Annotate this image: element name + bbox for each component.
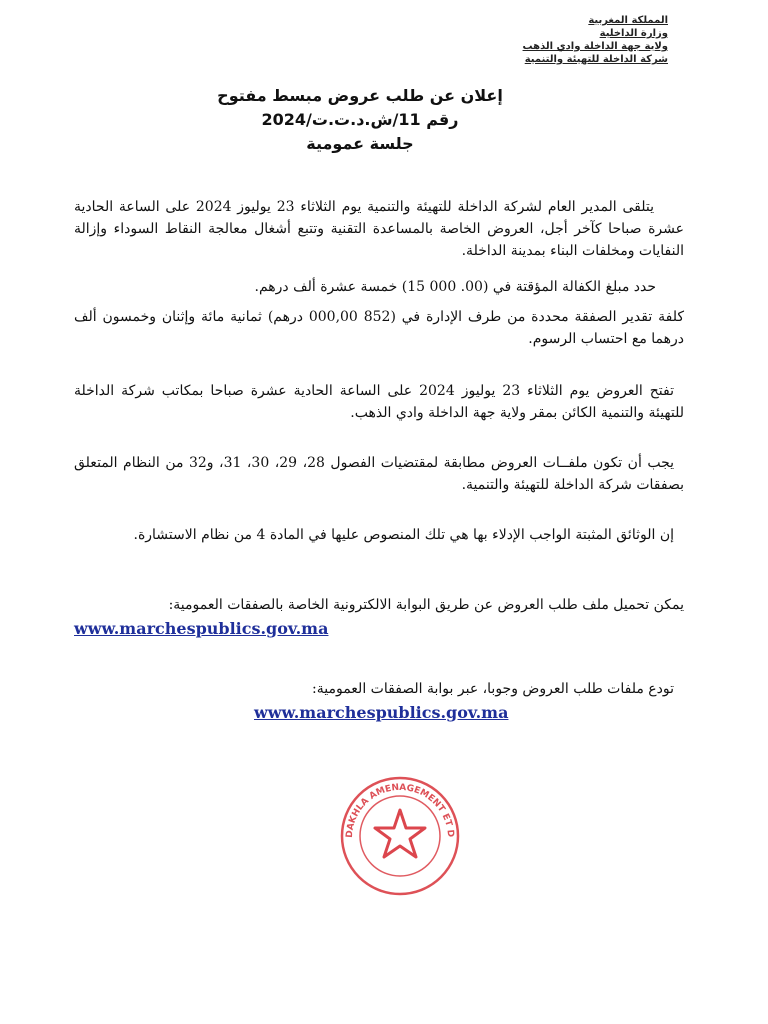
notice-title-session: جلسة عمومية [306, 134, 414, 153]
paragraph-files: يجب أن تكون ملفــات العروض مطابقة لمقتضيات الفصول 28، 29، 30، 31، و32 من النظام المتعلق بصفقات شركة الداخلة للتهيئة والتنمية. [74, 455, 684, 493]
paragraph-reception: يتلقى المدير العام لشركة الداخلة للتهيئة والتنمية يوم الثلاثاء 23 يوليوز 2024 على الساعة الحادية عشرة صباحا كآخر أجل، العروض الخاصة بالمساعدة التقنية وتتبع أشغال معالجة النقاط السوداء وإزالة النفايات ومخلفات البناء بمدينة الداخلة. [74, 199, 684, 259]
download-text: يمكن تحميل ملف طلب العروض عن طريق البوابة الالكترونية الخاصة بالصفقات العمومية: [168, 597, 684, 613]
letterhead-wilaya: ولاية جهة الداخلة وادي الذهب [522, 41, 668, 52]
paragraph-estimate: كلفة تقدير الصفقة محددة من طرف الإدارة في (852 000,00 درهم) ثمانية مائة وإثنان وخمسون ألف درهما مع احتساب الرسوم. [74, 309, 685, 347]
paragraph-documents: إن الوثائق المثبتة الواجب الإدلاء بها هي تلك المنصوص عليها في المادة 4 من نظام الاستشارة. [133, 527, 674, 543]
letterhead-company: شركة الداخلة للتهيئة والتنمية [524, 54, 668, 65]
letterhead-kingdom: المملكة المغربية [588, 15, 668, 26]
portal-link-download[interactable]: www.marchespublics.gov.ma [74, 619, 329, 638]
notice-title [170, 84, 550, 156]
company-seal-icon [330, 768, 470, 898]
notice-title-main: إعلان عن طلب عروض مبسط مفتوح [217, 86, 503, 105]
letterhead-ministry: وزارة الداخلية [599, 28, 668, 39]
paragraph-opening: تفتح العروض يوم الثلاثاء 23 يوليوز 2024 على الساعة الحادية عشرة صباحا بمكاتب شركة الداخلة للتهيئة والتنمية الكائن بمقر ولاية جهة الداخلة وادي الذهب. [74, 383, 684, 421]
paragraph-submission [254, 678, 674, 726]
seal-ring-text: DAKHLA AMENAGEMENT ET D [344, 782, 456, 839]
portal-link-submission[interactable]: www.marchespublics.gov.ma [254, 703, 509, 722]
submission-text: تودع ملفات طلب العروض وجوبا، عبر بوابة الصفقات العمومية: [312, 681, 674, 697]
letterhead [508, 14, 668, 66]
paragraph-guarantee: حدد مبلغ الكفالة المؤقتة في (00. 000 15) خمسة عشرة ألف درهم. [254, 279, 656, 295]
paragraph-download [74, 594, 684, 642]
notice-title-number: رقم 11/ش.د.ت.ت/2024 [261, 110, 459, 129]
